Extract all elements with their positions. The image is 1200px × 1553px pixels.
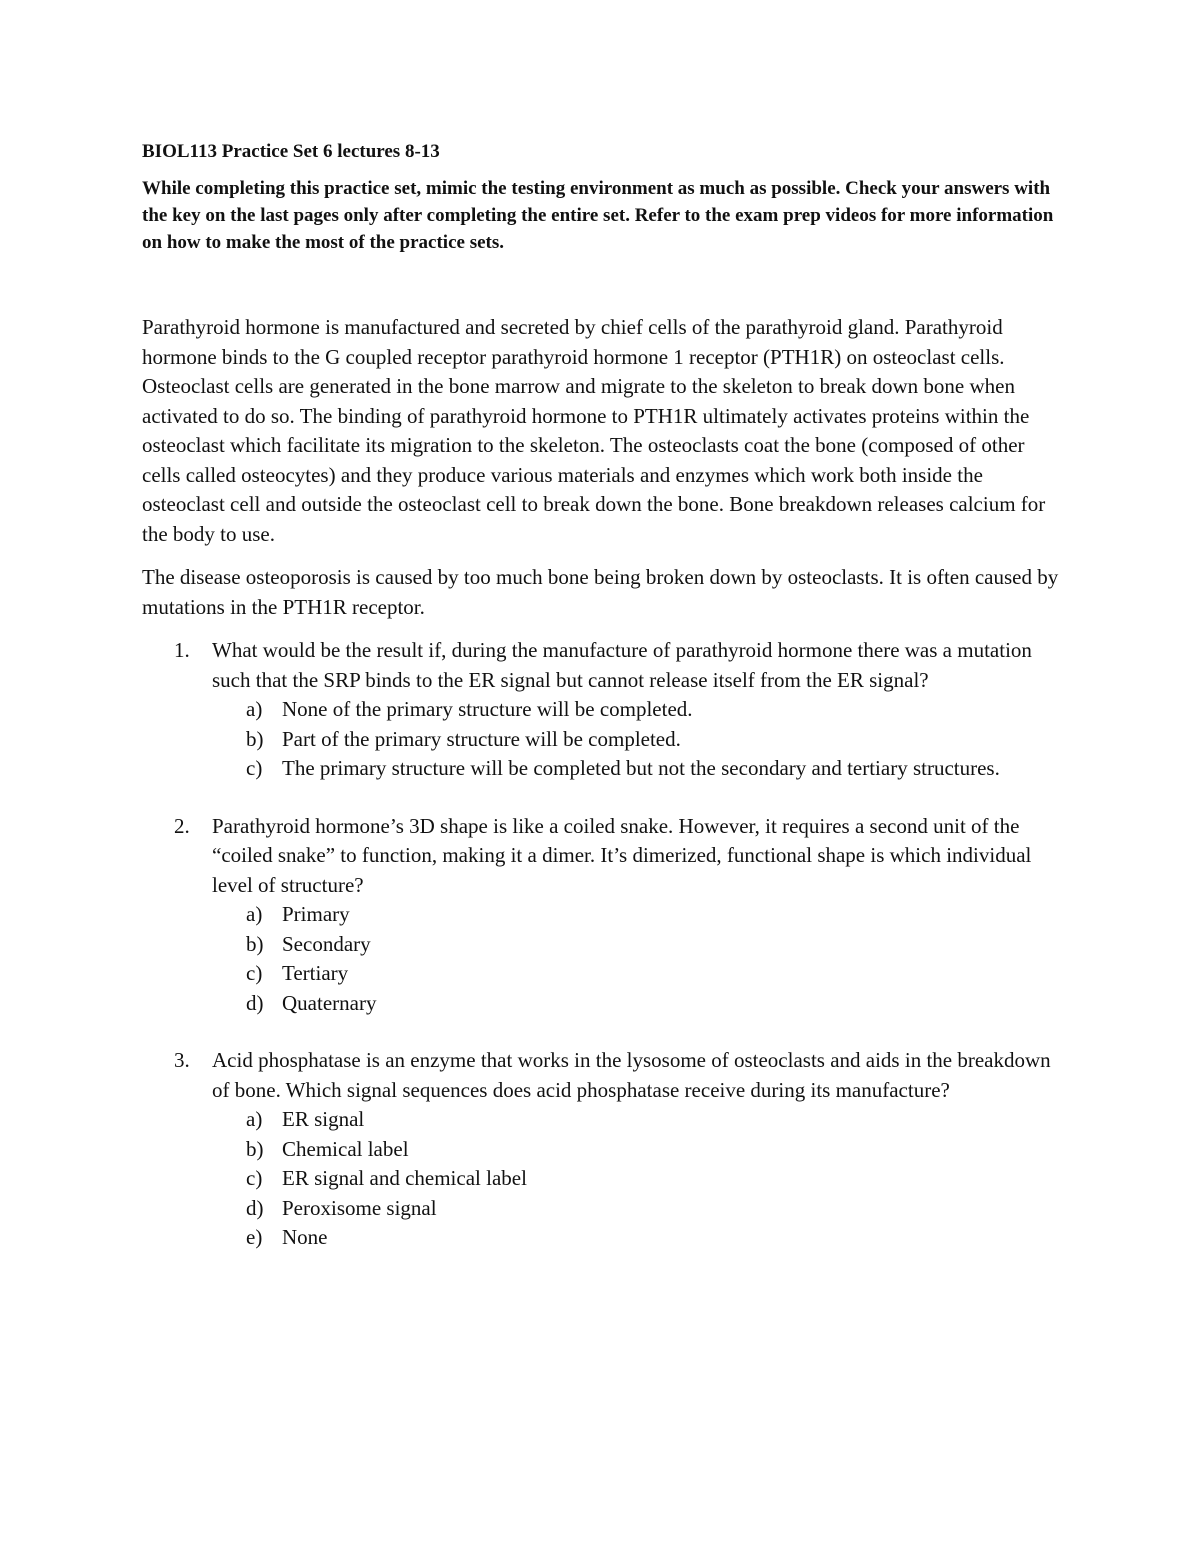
option-text: None of the primary structure will be completed. xyxy=(282,697,693,721)
option-b xyxy=(212,930,1062,960)
option-text: None xyxy=(282,1225,328,1249)
question-number: 2. xyxy=(174,813,190,838)
option-letter: c) xyxy=(246,1166,263,1190)
option-text: Quaternary xyxy=(282,990,377,1015)
question-list xyxy=(142,636,1062,1253)
option-letter: c) xyxy=(246,961,263,985)
passage-paragraph-1: Parathyroid hormone is manufactured and secreted by chief cells of the parathyroid gland. Parathyroid hormone binds to the G coupled receptor parathyroid hormone 1 receptor (PTH1R) on osteoclast cells. Osteoclast cells are generated in the bone marrow and migrate to the skeleton to break down bone when activated to do so. The binding of parathyroid hormone to PTH1R ultimately activates proteins within the osteoclast which facilitate its migration to the skeleton. The osteoclasts coat the bone (composed of other cells called osteocytes) and they produce various materials and enzymes which work both inside the osteoclast cell and outside the osteoclast cell to break down the bone. Bone breakdown releases calcium for the body to use. xyxy=(142,315,1046,546)
option-letter: e) xyxy=(246,1225,263,1249)
option-b xyxy=(212,1135,1062,1165)
option-a xyxy=(212,695,1062,725)
question-1 xyxy=(142,636,1062,784)
option-list xyxy=(212,900,1062,1018)
option-a xyxy=(212,1105,1062,1135)
option-letter: a) xyxy=(246,1107,263,1131)
option-letter: b) xyxy=(246,726,264,751)
option-text: ER signal xyxy=(282,1107,365,1131)
option-letter: d) xyxy=(246,990,264,1015)
option-text: Part of the primary structure will be completed. xyxy=(282,726,681,751)
question-2 xyxy=(142,812,1062,1019)
option-a xyxy=(212,900,1062,930)
option-c xyxy=(212,754,1062,784)
passage-paragraph-2: The disease osteoporosis is caused by too much bone being broken down by osteoclasts. It is often caused by mutations in the PTH1R receptor. xyxy=(142,565,1059,619)
option-list xyxy=(212,1105,1062,1253)
option-c xyxy=(212,1164,1062,1194)
question-number: 3. xyxy=(174,1048,190,1072)
question-text: Acid phosphatase is an enzyme that works in the lysosome of osteoclasts and aids in the breakdown of bone. Which signal sequences does acid phosphatase receive during its manufacture? xyxy=(212,1048,1051,1102)
option-letter: a) xyxy=(246,697,263,721)
question-3 xyxy=(142,1046,1062,1253)
option-text: Peroxisome signal xyxy=(282,1195,437,1220)
option-text: Primary xyxy=(282,902,350,926)
document-title: BIOL113 Practice Set 6 lectures 8-13 xyxy=(142,141,440,162)
option-letter: a) xyxy=(246,902,263,926)
option-e xyxy=(212,1223,1062,1253)
option-letter: b) xyxy=(246,931,264,956)
option-b xyxy=(212,725,1062,755)
option-text: Chemical label xyxy=(282,1136,409,1161)
option-text: The primary structure will be completed but not the secondary and tertiary structures. xyxy=(282,756,1000,780)
option-d xyxy=(212,989,1062,1019)
question-number: 1. xyxy=(174,638,190,662)
question-text: What would be the result if, during the manufacture of parathyroid hormone there was a mutation such that the SRP binds to the ER signal but cannot release itself from the ER signal? xyxy=(212,638,1032,692)
option-text: ER signal and chemical label xyxy=(282,1166,527,1190)
question-text: Parathyroid hormone’s 3D shape is like a coiled snake. However, it requires a second unit of the “coiled snake” to function, making it a dimer. It’s dimerized, functional shape is which individual level of structure? xyxy=(212,813,1032,897)
option-text: Secondary xyxy=(282,931,371,956)
instructions-text: While completing this practice set, mimic the testing environment as much as possible. Check your answers with the key on the last pages only after completing the entire set. Refer to the exam prep videos for more information on how to make the most of the practice sets. xyxy=(142,178,1054,253)
option-list xyxy=(212,695,1062,784)
option-letter: d) xyxy=(246,1195,264,1220)
option-d xyxy=(212,1194,1062,1224)
option-letter: c) xyxy=(246,756,263,780)
option-text: Tertiary xyxy=(282,961,349,985)
option-c xyxy=(212,959,1062,989)
option-letter: b) xyxy=(246,1136,264,1161)
document-page xyxy=(142,138,1062,1281)
